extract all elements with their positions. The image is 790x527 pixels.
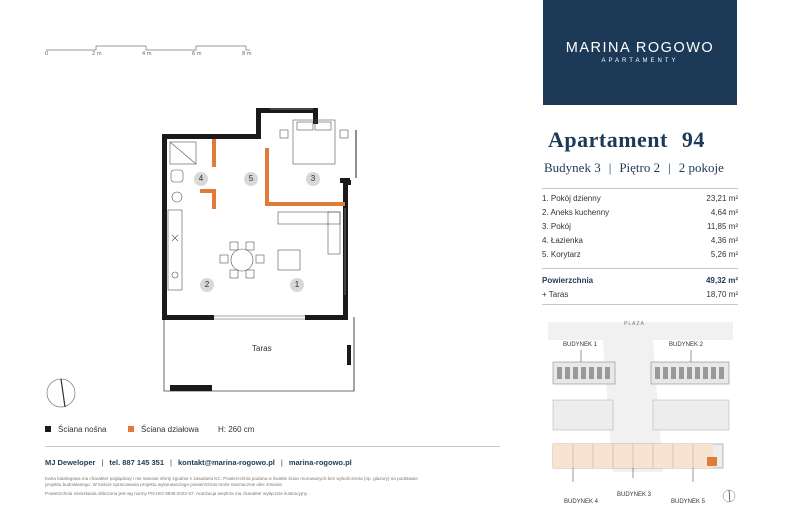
divider bbox=[542, 188, 738, 189]
apartment-label: Apartament bbox=[548, 127, 668, 152]
room-area: 4,64 m² bbox=[710, 208, 738, 217]
terrace-area-label: + Taras bbox=[542, 290, 569, 299]
room-area: 5,26 m² bbox=[710, 250, 738, 259]
total-area-label: Powierzchnia bbox=[542, 276, 594, 285]
terrace-label: Taras bbox=[252, 344, 272, 353]
apartment-meta: Budynek 3 | Piętro 2 | 2 pokoje bbox=[544, 160, 724, 175]
room-row bbox=[542, 208, 738, 222]
apartment-title bbox=[548, 127, 705, 153]
scale-tick-6m: 6 m bbox=[192, 51, 202, 57]
floor-label: Piętro 2 bbox=[619, 160, 661, 175]
divider bbox=[542, 304, 738, 305]
site-map-building-4: BUDYNEK 4 bbox=[564, 499, 599, 505]
room-name: 4. Łazienka bbox=[542, 236, 583, 245]
room-area: 4,36 m² bbox=[710, 236, 738, 245]
compass-icon bbox=[45, 377, 77, 409]
room-area: 23,21 m² bbox=[706, 194, 738, 203]
room-row bbox=[542, 222, 738, 236]
room-name: 3. Pokój bbox=[542, 222, 571, 231]
divider bbox=[45, 446, 500, 447]
site-map-plaza-label: PLAZA bbox=[624, 321, 645, 327]
scale-bar-graphic bbox=[45, 44, 265, 52]
phone-link[interactable]: tel. 887 145 351 bbox=[109, 458, 165, 467]
logo-subtitle: APARTAMENTY bbox=[601, 58, 679, 64]
load-wall-label: Ściana nośna bbox=[58, 425, 107, 434]
site-map-building-5: BUDYNEK 5 bbox=[671, 499, 706, 505]
total-area-value: 49,32 m² bbox=[705, 276, 738, 285]
scale-tick-2m: 2 m bbox=[92, 51, 102, 57]
company-name: MJ Deweloper bbox=[45, 458, 96, 467]
website-link[interactable]: marina-rogowo.pl bbox=[288, 458, 352, 467]
scale-tick-8m: 8 m bbox=[242, 51, 252, 57]
contact-footer: MJ Deweloper | tel. 887 145 351 | kontakt@marina-rogowo.pl | marina-rogowo.pl bbox=[45, 458, 352, 467]
terrace-area-value: 18,70 m² bbox=[706, 290, 738, 299]
room-number-1: 1 bbox=[294, 280, 300, 289]
scale-tick-0: 0 bbox=[45, 51, 49, 57]
apartment-location-marker bbox=[707, 457, 717, 466]
room-row bbox=[542, 236, 738, 250]
partition-walls bbox=[200, 139, 345, 209]
ceiling-height-label: H: 260 cm bbox=[218, 425, 255, 434]
building-label: Budynek 3 bbox=[544, 160, 601, 175]
room-row bbox=[542, 194, 738, 208]
apartment-number: 94 bbox=[681, 127, 705, 152]
room-row bbox=[542, 250, 738, 264]
room-number-5: 5 bbox=[248, 174, 254, 183]
site-map-building-2: BUDYNEK 2 bbox=[669, 342, 704, 348]
load-wall-swatch bbox=[45, 426, 51, 432]
partition-wall-swatch bbox=[128, 426, 134, 432]
partition-wall-label: Ściana działowa bbox=[141, 425, 199, 434]
brand-logo bbox=[543, 0, 737, 105]
email-link[interactable]: kontakt@marina-rogowo.pl bbox=[177, 458, 275, 467]
scale-tick-4m: 4 m bbox=[142, 51, 152, 57]
room-number-3: 3 bbox=[310, 174, 316, 183]
room-name: 2. Aneks kuchenny bbox=[542, 208, 610, 217]
floor-plan bbox=[150, 100, 370, 400]
site-map-building-1: BUDYNEK 1 bbox=[563, 342, 598, 348]
disclaimer-line-1: Karta katalogowa ma charakter poglądowy i nie stanowi oferty zgodnie z zasadami KC. Powierzchnia podana w świetle ścian murowanych bez wykończenia (np. glazury) na podstawie bbox=[45, 476, 418, 481]
disclaimer-line-2: projektu budowlanego. W trakcie opracowania projektu wykonawczego powierzchnia może nieznacznie ulec zmianie. bbox=[45, 482, 284, 487]
divider bbox=[542, 268, 738, 269]
room-number-2: 2 bbox=[204, 280, 210, 289]
rooms-count-label: 2 pokoje bbox=[678, 160, 724, 175]
room-number-4: 4 bbox=[198, 174, 204, 183]
logo-title: MARINA ROGOWO bbox=[565, 40, 715, 56]
disclaimer-line-3: Powierzchnia mieszkania obliczona jest wg normy PN-ISO 9836:2022-07. Aranżacja wnętrza ma charakter wyłącznie ilustracyjny. bbox=[45, 491, 308, 496]
terrace-outline bbox=[164, 317, 354, 391]
site-map-building-3: BUDYNEK 3 bbox=[617, 492, 652, 498]
room-name: 1. Pokój dzienny bbox=[542, 194, 601, 203]
room-area: 11,85 m² bbox=[707, 222, 738, 231]
room-name: 5. Korytarz bbox=[542, 250, 581, 259]
